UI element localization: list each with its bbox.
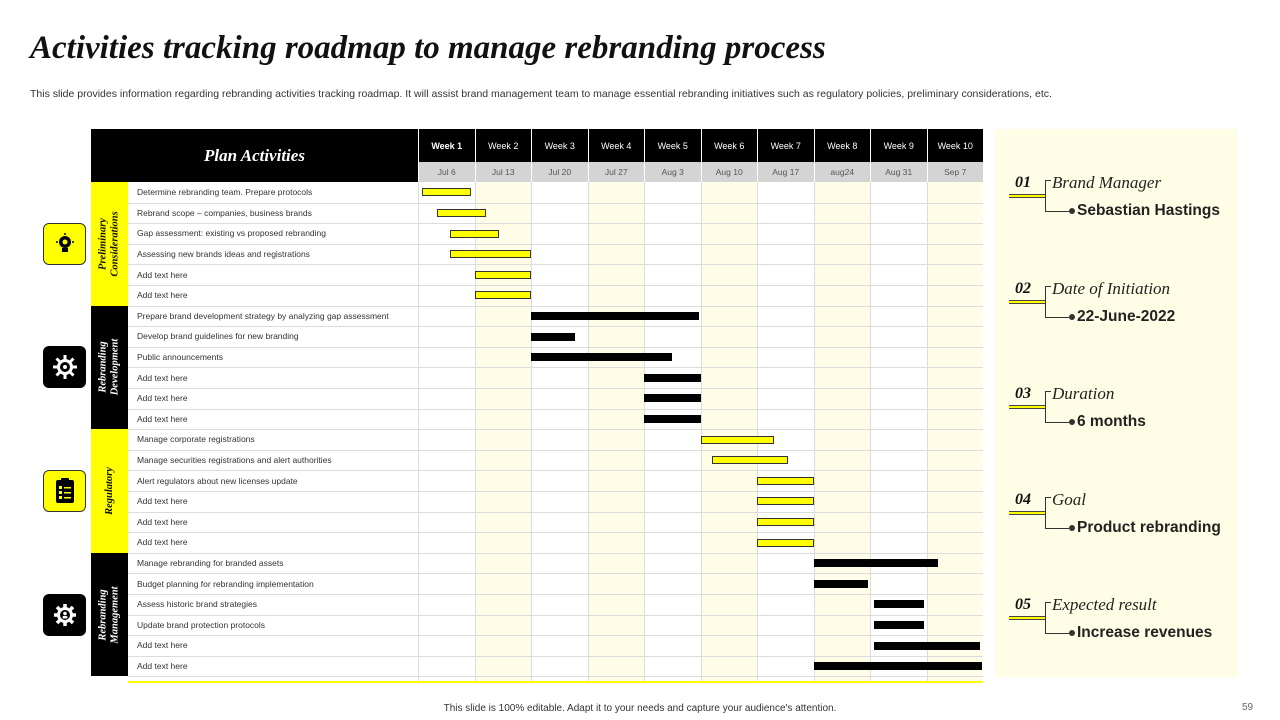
category-label-line2: Considerations — [109, 211, 121, 277]
info-title: Brand Manager — [1052, 173, 1162, 192]
bullet-dot — [1069, 419, 1075, 425]
date-header: Jul 20 — [531, 162, 588, 182]
week-column — [757, 182, 814, 683]
category-label — [98, 211, 122, 276]
date-header: aug24 — [814, 162, 871, 182]
date-header: Aug 31 — [870, 162, 927, 182]
category-label-line2: Development — [109, 339, 121, 396]
task-label: Add text here — [137, 393, 188, 404]
info-item — [995, 385, 1238, 445]
bullet-dot — [1069, 525, 1075, 531]
info-value: 6 months — [1077, 413, 1146, 430]
info-number: 02 — [1015, 279, 1031, 297]
task-label: Add text here — [137, 290, 188, 301]
date-header: Jul 13 — [475, 162, 532, 182]
task-label: Public announcements — [137, 352, 224, 363]
task-label: Add text here — [137, 269, 188, 280]
connector-line — [1045, 633, 1069, 634]
gantt-bar — [644, 394, 701, 402]
gantt-bar — [757, 539, 814, 547]
info-number: 01 — [1015, 174, 1031, 191]
gantt-bar — [814, 662, 982, 670]
connector-line — [1045, 528, 1069, 529]
connector-line — [1045, 422, 1069, 423]
connector-line — [1045, 211, 1069, 212]
gantt-bar — [874, 600, 924, 608]
info-item — [995, 280, 1238, 340]
row-divider — [128, 676, 983, 677]
category-label-cell — [91, 306, 128, 430]
task-label: Add text here — [137, 413, 188, 424]
task-label: Budget planning for rebranding implementation — [137, 578, 314, 589]
week-column — [701, 182, 758, 683]
task-label: Rebrand scope – companies, business brands — [137, 207, 312, 218]
gantt-bar — [531, 353, 672, 361]
week-column — [814, 182, 871, 683]
footer-note: This slide is 100% editable. Adapt it to your needs and capture your audience's attention. — [443, 703, 837, 714]
gantt-bar — [644, 374, 701, 382]
gantt-bar — [437, 209, 486, 217]
week-header: Week 1 — [418, 129, 475, 162]
gear-people-icon — [43, 594, 86, 636]
info-value: Sebastian Hastings — [1077, 202, 1220, 219]
week-header: Week 6 — [701, 129, 758, 162]
category-label-line1: Regulatory — [103, 467, 115, 515]
info-value: 22-June-2022 — [1077, 307, 1176, 325]
date-header: Aug 10 — [701, 162, 758, 182]
connector-line — [1045, 497, 1051, 498]
gantt-bar — [450, 250, 531, 258]
date-header: Sep 7 — [927, 162, 984, 182]
gantt-bar — [450, 230, 499, 238]
date-header: Jul 6 — [418, 162, 475, 182]
checklist-icon — [43, 470, 86, 512]
info-title: Date of Initiation — [1052, 278, 1171, 298]
gantt-bar — [475, 271, 532, 279]
week-header: Week 3 — [531, 129, 588, 162]
date-header: Aug 17 — [757, 162, 814, 182]
task-label: Determine rebranding team. Prepare protocols — [137, 187, 313, 198]
info-item — [995, 596, 1238, 656]
gantt-bottom-border — [128, 681, 983, 683]
week-header: Week 2 — [475, 129, 532, 162]
task-label: Alert regulators about new licenses update — [137, 475, 298, 486]
gantt-bar — [701, 436, 774, 444]
week-header: Week 9 — [870, 129, 927, 162]
gantt-chart — [91, 129, 983, 683]
task-label: Add text here — [137, 661, 188, 672]
category-label — [98, 586, 122, 643]
task-label: Manage securities registrations and alert authorities — [137, 455, 332, 466]
week-column — [531, 182, 588, 683]
task-label: Assess historic brand strategies — [137, 599, 257, 610]
category-label-cell — [91, 182, 128, 306]
gantt-bar — [814, 559, 938, 567]
task-label: Assessing new brands ideas and registrations — [137, 249, 310, 260]
gantt-bar — [757, 477, 814, 485]
info-title: Duration — [1052, 384, 1115, 403]
week-header: Week 8 — [814, 129, 871, 162]
task-label: Prepare brand development strategy by analyzing gap assessment — [137, 310, 389, 321]
gantt-bar — [531, 312, 699, 320]
info-item — [995, 174, 1238, 234]
connector-line — [1045, 391, 1046, 422]
category-label-cell — [91, 553, 128, 677]
week-header: Week 7 — [757, 129, 814, 162]
connector-line — [1045, 317, 1069, 318]
info-number: 03 — [1015, 385, 1031, 402]
category-label — [98, 339, 122, 396]
gantt-bar — [757, 497, 814, 505]
task-label: Manage corporate registrations — [137, 434, 255, 445]
slide-title: Activities tracking roadmap to manage rebranding process — [30, 30, 826, 66]
task-label: Gap assessment: existing vs proposed rebranding — [137, 228, 326, 239]
gantt-bar — [475, 291, 532, 299]
week-column — [644, 182, 701, 683]
date-header: Aug 3 — [644, 162, 701, 182]
week-column — [588, 182, 645, 683]
category-label-cell — [91, 429, 128, 553]
info-number-underline — [1009, 405, 1045, 409]
gear-brain-icon — [43, 346, 86, 388]
gantt-bar — [712, 456, 788, 464]
category-label-line1: Rebranding — [97, 341, 109, 394]
info-number-underline — [1009, 511, 1045, 515]
task-label: Add text here — [137, 372, 188, 383]
task-label: Add text here — [137, 496, 188, 507]
info-number: 04 — [1015, 490, 1031, 508]
lightbulb-gear-icon — [43, 223, 86, 265]
category-label — [104, 467, 116, 515]
gantt-bar — [422, 188, 471, 196]
gantt-bar — [757, 518, 814, 526]
info-item — [995, 491, 1238, 551]
connector-line — [1045, 286, 1051, 287]
connector-line — [1045, 497, 1046, 528]
week-column — [927, 182, 984, 683]
week-header: Week 5 — [644, 129, 701, 162]
week-header: Week 10 — [927, 129, 984, 162]
task-label: Add text here — [137, 537, 188, 548]
category-label-line2: Management — [109, 586, 121, 644]
info-title: Expected result — [1052, 595, 1157, 614]
task-label: Add text here — [137, 516, 188, 527]
bullet-dot — [1069, 630, 1075, 636]
connector-line — [1045, 180, 1046, 211]
connector-line — [1045, 391, 1051, 392]
connector-line — [1045, 602, 1046, 633]
connector-line — [1045, 286, 1046, 317]
date-header: Jul 27 — [588, 162, 645, 182]
info-title: Goal — [1052, 489, 1086, 509]
connector-line — [1045, 180, 1051, 181]
info-value: Product rebranding — [1077, 518, 1221, 536]
task-label: Manage rebranding for branded assets — [137, 558, 284, 569]
bullet-dot — [1069, 208, 1075, 214]
project-info-panel — [995, 129, 1238, 677]
slide-subtitle: This slide provides information regarding rebranding activities tracking roadmap. It will assist brand management team to manage essential rebranding initiatives such as regulatory policies, preliminary considerations, etc. — [30, 88, 1052, 100]
info-number: 05 — [1015, 596, 1031, 613]
category-label-line1: Rebranding — [97, 588, 109, 641]
task-label: Develop brand guidelines for new branding — [137, 331, 299, 342]
gantt-bar — [874, 642, 980, 650]
gantt-bar — [874, 621, 924, 629]
gantt-bar — [644, 415, 701, 423]
connector-line — [1045, 602, 1051, 603]
plan-activities-header: Plan Activities — [91, 129, 418, 182]
info-number-underline — [1009, 194, 1045, 198]
gantt-bar — [814, 580, 869, 588]
task-label: Update brand protection protocols — [137, 619, 266, 630]
task-label: Add text here — [137, 640, 188, 651]
info-number-underline — [1009, 616, 1045, 620]
info-value: Increase revenues — [1077, 624, 1213, 641]
page-number: 59 — [1242, 702, 1254, 713]
category-label-line1: Preliminary — [97, 217, 109, 270]
gantt-bar — [531, 333, 575, 341]
info-number-underline — [1009, 300, 1045, 304]
bullet-dot — [1069, 314, 1075, 320]
week-header: Week 4 — [588, 129, 645, 162]
